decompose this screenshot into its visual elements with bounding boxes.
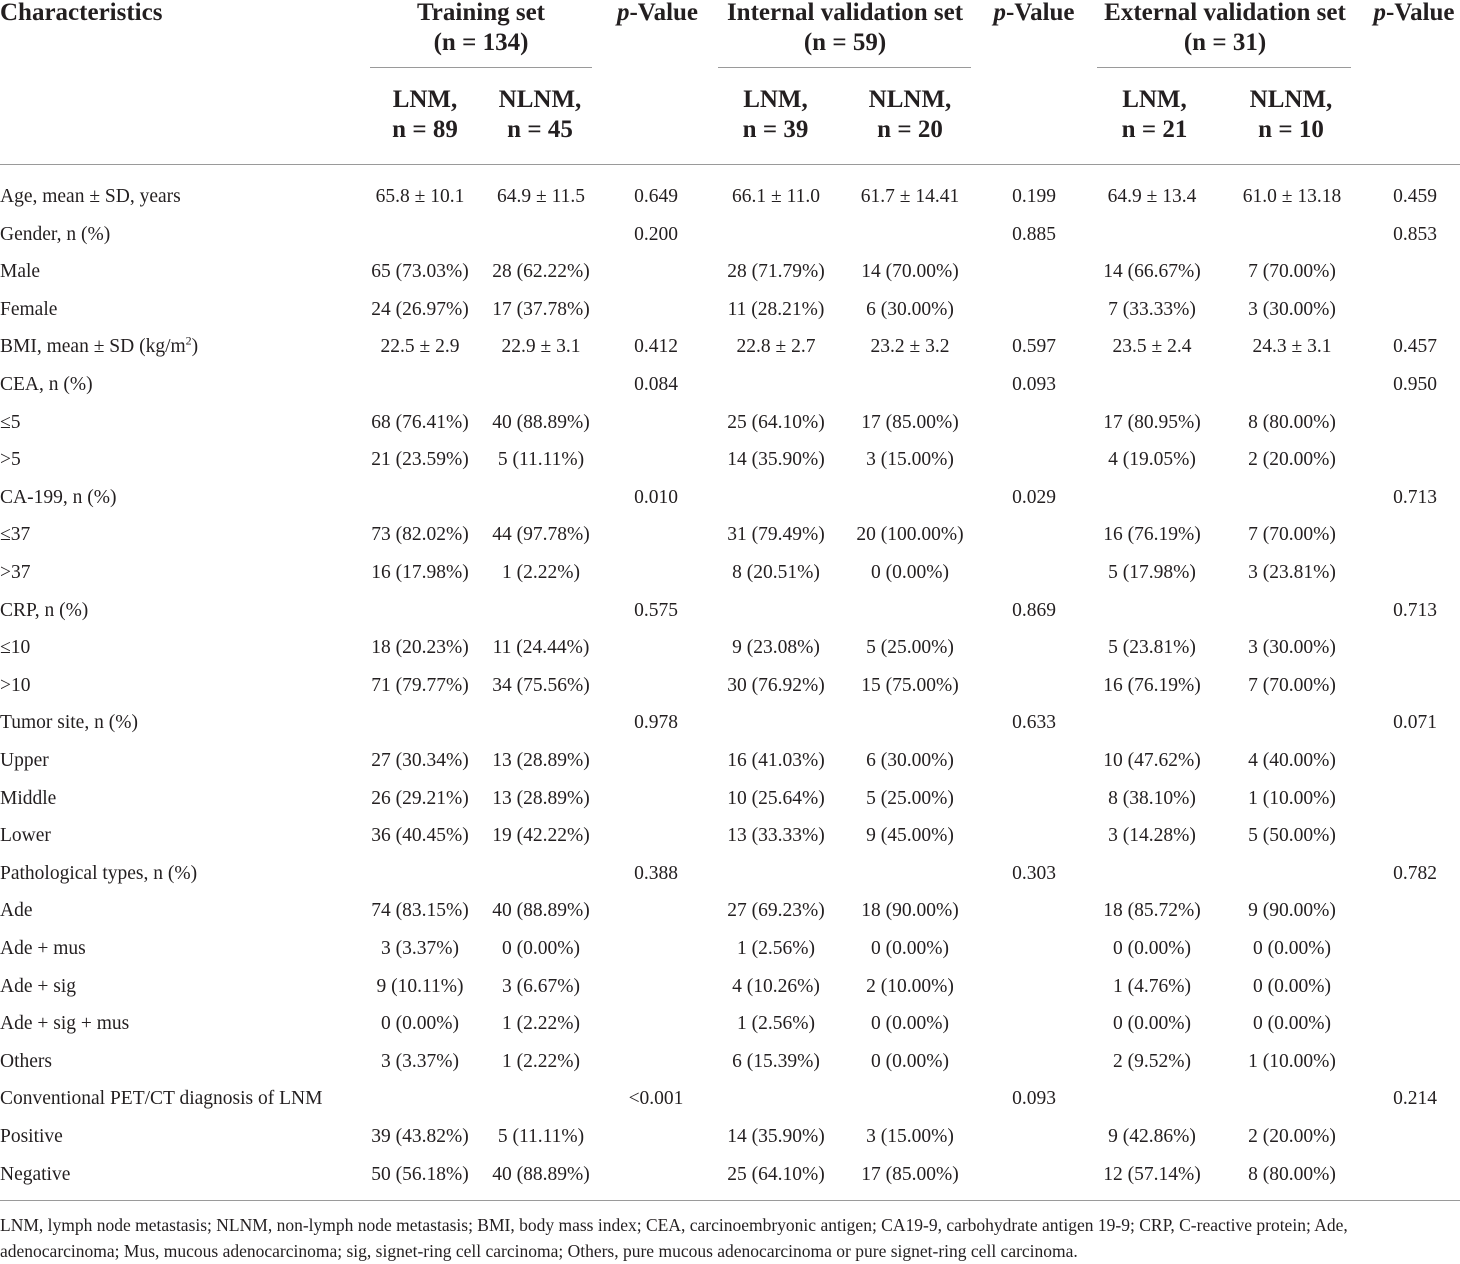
value-cell: 22.9 ± 3.1: [501, 336, 581, 358]
value-cell: 0 (0.00%): [1113, 938, 1191, 959]
value-cell: 3 (15.00%): [866, 449, 954, 471]
table-row: [0, 1043, 1460, 1081]
value-cell: 1 (4.76%): [1113, 975, 1191, 997]
value-cell: 18 (20.23%): [371, 637, 469, 659]
value-cell: 3 (3.37%): [381, 938, 459, 959]
table-row: [0, 1156, 1460, 1194]
p-value-cell: 0.597: [1012, 336, 1056, 358]
value-cell: 65.8 ± 10.1: [375, 186, 465, 207]
row-label: Others: [0, 1050, 52, 1072]
value-cell: 5 (11.11%): [497, 449, 585, 471]
value-cell: 3 (3.37%): [381, 1050, 459, 1072]
value-cell: 7 (33.33%): [1108, 298, 1196, 320]
table-row: [0, 1005, 1460, 1043]
header-bottom-rule: [0, 164, 1460, 165]
value-cell: 1 (2.56%): [737, 938, 815, 959]
value-cell: 8 (80.00%): [1248, 411, 1336, 433]
header-training-lnm: LNM, n = 89: [392, 86, 458, 143]
header-training-set: Training set (n = 134): [416, 0, 545, 56]
p-value-cell: 0.457: [1393, 336, 1437, 358]
row-label: CRP, n (%): [0, 599, 89, 621]
table-row: [0, 704, 1460, 742]
table-row: [0, 667, 1460, 705]
value-cell: 1 (2.22%): [502, 1013, 580, 1035]
internal-set-underline: [718, 67, 971, 68]
p-value-cell: 0.885: [1012, 223, 1056, 245]
header-internal-nlnm: NLNM, n = 20: [868, 86, 952, 143]
p-value-cell: 0.303: [1012, 862, 1056, 884]
value-cell: 9 (42.86%): [1108, 1126, 1196, 1147]
value-cell: 25 (64.10%): [727, 1163, 825, 1185]
value-cell: 3 (30.00%): [1248, 637, 1336, 659]
table-row: [0, 592, 1460, 630]
value-cell: 40 (88.89%): [492, 900, 590, 922]
p-value-cell: 0.214: [1393, 1088, 1437, 1110]
value-cell: 2 (9.52%): [1113, 1050, 1191, 1072]
row-label: Conventional PET/CT diagnosis of LNM: [0, 1088, 323, 1110]
table-row: [0, 516, 1460, 554]
value-cell: 27 (30.34%): [371, 750, 469, 771]
p-value-cell: 0.071: [1393, 712, 1437, 734]
row-label: Positive: [0, 1126, 63, 1147]
value-cell: 28 (62.22%): [492, 261, 590, 283]
value-cell: 14 (35.90%): [727, 1126, 825, 1147]
value-cell: 10 (47.62%): [1103, 750, 1201, 771]
value-cell: 50 (56.18%): [371, 1163, 469, 1185]
value-cell: 11 (28.21%): [727, 298, 825, 320]
row-label: >10: [0, 674, 31, 696]
value-cell: 17 (85.00%): [861, 1163, 959, 1185]
table-row: [0, 328, 1460, 366]
value-cell: 6 (30.00%): [866, 298, 954, 320]
value-cell: 1 (2.22%): [502, 1050, 580, 1072]
value-cell: 13 (33.33%): [727, 825, 825, 847]
value-cell: 23.2 ± 3.2: [870, 336, 950, 358]
p-value-cell: 0.010: [634, 486, 678, 508]
value-cell: 7 (70.00%): [1248, 524, 1336, 546]
value-cell: 11 (24.44%): [492, 637, 590, 659]
value-cell: 16 (76.19%): [1103, 524, 1201, 546]
value-cell: 8 (38.10%): [1108, 787, 1196, 809]
p-value-cell: 0.093: [1012, 374, 1056, 395]
row-label: BMI, mean ± SD $(kg/m^2)$: [0, 333, 199, 358]
table-footnote: LNM, lymph node metastasis; NLNM, non-lymph node metastasis; BMI, body mass index; CEA, carcinoembryonic antigen; CA19-9, carbohydrate antigen 19-9; CRP, C-reactive protein; Ade, adenocarcinoma; Mus, mucous adenocarcinoma; sig, signet-ring cell carcinoma; Others, pure mucous adenocarcinoma or pure signet-ring cell carcinoma.: [0, 1215, 1348, 1261]
row-label: Female: [0, 298, 58, 320]
value-cell: 74 (83.15%): [371, 900, 469, 922]
value-cell: 0 (0.00%): [871, 1050, 949, 1072]
value-cell: 8 (20.51%): [732, 562, 820, 583]
external-set-underline: [1097, 67, 1351, 68]
table-row: [0, 930, 1460, 968]
table-row: [0, 366, 1460, 404]
value-cell: 5 (25.00%): [866, 637, 954, 659]
value-cell: 3 (14.28%): [1108, 825, 1196, 847]
value-cell: 13 (28.89%): [492, 750, 590, 771]
value-cell: 3 (23.81%): [1248, 562, 1336, 583]
value-cell: 0 (0.00%): [1253, 938, 1331, 959]
value-cell: 44 (97.78%): [492, 524, 590, 546]
value-cell: 9 (45.00%): [866, 825, 954, 847]
table-row: [0, 968, 1460, 1006]
p-value-cell: 0.199: [1012, 186, 1056, 207]
value-cell: 22.8 ± 2.7: [736, 336, 816, 358]
value-cell: 3 (30.00%): [1248, 298, 1336, 320]
row-label: CEA, n (%): [0, 374, 93, 395]
value-cell: 0 (0.00%): [502, 938, 580, 959]
value-cell: 2 (10.00%): [866, 975, 954, 997]
value-cell: 17 (37.78%): [492, 298, 590, 320]
p-value-cell: 0.575: [634, 599, 678, 621]
header-internal-lnm: LNM, n = 39: [742, 86, 809, 143]
row-label: Male: [0, 261, 41, 283]
value-cell: 0 (0.00%): [1113, 1013, 1191, 1035]
header-p-value-training: p-Value: [616, 0, 699, 26]
table-row: [0, 780, 1460, 818]
table-row: [0, 1118, 1460, 1156]
value-cell: 19 (42.22%): [492, 825, 590, 847]
p-value-cell: 0.459: [1393, 186, 1437, 207]
row-label: Age, mean ± SD, years: [0, 186, 181, 207]
header-training-nlnm: NLNM, n = 45: [498, 86, 582, 143]
value-cell: 8 (80.00%): [1248, 1163, 1336, 1185]
value-cell: 4 (19.05%): [1108, 449, 1196, 471]
p-value-cell: 0.950: [1393, 374, 1437, 395]
value-cell: 16 (76.19%): [1103, 674, 1201, 696]
value-cell: 26 (29.21%): [371, 787, 469, 809]
value-cell: 7 (70.00%): [1248, 674, 1336, 696]
row-label: ≤10: [0, 637, 31, 659]
value-cell: 0 (0.00%): [1253, 975, 1331, 997]
value-cell: 17 (80.95%): [1103, 411, 1201, 433]
row-label: Pathological types, n (%): [0, 862, 198, 884]
value-cell: 5 (23.81%): [1108, 637, 1196, 659]
table-row: [0, 441, 1460, 479]
value-cell: 5 (50.00%): [1248, 825, 1336, 847]
value-cell: 0 (0.00%): [871, 1013, 949, 1035]
value-cell: 23.5 ± 2.4: [1112, 336, 1192, 358]
table-row: [0, 178, 1460, 216]
value-cell: 7 (70.00%): [1248, 261, 1336, 283]
table-row: [0, 742, 1460, 780]
value-cell: 6 (15.39%): [732, 1050, 820, 1072]
table-row: [0, 855, 1460, 893]
value-cell: 4 (10.26%): [732, 975, 820, 997]
row-label: >5: [0, 449, 21, 471]
value-cell: 14 (70.00%): [861, 261, 959, 283]
value-cell: 64.9 ± 13.4: [1107, 186, 1197, 207]
table-row: [0, 404, 1460, 442]
value-cell: 73 (82.02%): [371, 524, 469, 546]
value-cell: 10 (25.64%): [727, 787, 825, 809]
table-row: [0, 1080, 1460, 1118]
value-cell: 9 (90.00%): [1248, 900, 1336, 922]
value-cell: 64.9 ± 11.5: [497, 186, 585, 207]
value-cell: 65 (73.03%): [371, 261, 469, 283]
value-cell: 28 (71.79%): [727, 261, 825, 283]
value-cell: 0 (0.00%): [1253, 1013, 1331, 1035]
value-cell: 34 (75.56%): [492, 674, 590, 696]
training-set-underline: [370, 67, 592, 68]
value-cell: 0 (0.00%): [871, 562, 949, 583]
value-cell: 1 (10.00%): [1248, 1050, 1336, 1072]
value-cell: 40 (88.89%): [492, 1163, 590, 1185]
header-characteristics: Characteristics: [0, 0, 163, 26]
value-cell: 9 (23.08%): [732, 637, 820, 659]
row-label: CA-199, n (%): [0, 486, 117, 508]
value-cell: 20 (100.00%): [856, 524, 964, 546]
row-label: ≤5: [0, 411, 21, 433]
value-cell: 12 (57.14%): [1103, 1163, 1201, 1185]
value-cell: 15 (75.00%): [861, 674, 959, 696]
row-label: Ade: [0, 900, 33, 922]
value-cell: 66.1 ± 11.0: [732, 186, 820, 207]
row-label: Gender, n (%): [0, 223, 111, 245]
value-cell: 71 (79.77%): [371, 674, 469, 696]
value-cell: 31 (79.49%): [727, 524, 825, 546]
value-cell: 3 (15.00%): [866, 1126, 954, 1147]
value-cell: 14 (66.67%): [1103, 261, 1201, 283]
p-value-cell: 0.084: [634, 374, 678, 395]
value-cell: 5 (17.98%): [1108, 562, 1196, 583]
table-row: [0, 216, 1460, 254]
value-cell: 2 (20.00%): [1248, 1126, 1336, 1147]
p-value-cell: 0.412: [634, 336, 678, 358]
p-value-cell: 0.029: [1012, 486, 1056, 508]
p-value-cell: 0.713: [1393, 599, 1437, 621]
value-cell: 2 (20.00%): [1248, 449, 1336, 471]
row-label: Ade + sig + mus: [0, 1013, 130, 1035]
value-cell: 4 (40.00%): [1248, 750, 1336, 771]
p-value-cell: 0.649: [634, 186, 678, 207]
value-cell: 24.3 ± 3.1: [1252, 336, 1332, 358]
value-cell: 6 (30.00%): [866, 750, 954, 771]
table-row: [0, 629, 1460, 667]
value-cell: 16 (17.98%): [371, 562, 469, 583]
row-label: ≤37: [0, 524, 31, 546]
value-cell: 30 (76.92%): [727, 674, 825, 696]
value-cell: 22.5 ± 2.9: [380, 336, 460, 358]
p-value-cell: 0.633: [1012, 712, 1056, 734]
value-cell: 68 (76.41%): [371, 411, 469, 433]
value-cell: 25 (64.10%): [727, 411, 825, 433]
table-row: [0, 892, 1460, 930]
value-cell: 13 (28.89%): [492, 787, 590, 809]
value-cell: 61.0 ± 13.18: [1242, 186, 1342, 207]
p-value-cell: 0.869: [1012, 599, 1056, 621]
value-cell: 9 (10.11%): [376, 975, 464, 997]
value-cell: 17 (85.00%): [861, 411, 959, 433]
value-cell: 5 (11.11%): [497, 1126, 585, 1147]
p-value-cell: <0.001: [628, 1088, 684, 1110]
row-label: Ade + sig: [0, 975, 76, 997]
value-cell: 14 (35.90%): [727, 449, 825, 471]
value-cell: 18 (90.00%): [861, 900, 959, 922]
p-value-cell: 0.093: [1012, 1088, 1056, 1110]
value-cell: 0 (0.00%): [381, 1013, 459, 1035]
p-value-cell: 0.200: [634, 223, 678, 245]
value-cell: 61.7 ± 14.41: [860, 186, 960, 207]
value-cell: 5 (25.00%): [866, 787, 954, 809]
table-header: [0, 0, 1460, 165]
value-cell: 24 (26.97%): [371, 298, 469, 320]
table-row: [0, 291, 1460, 329]
table-row: [0, 479, 1460, 517]
value-cell: 1 (10.00%): [1248, 787, 1336, 809]
table-row: [0, 554, 1460, 592]
value-cell: 1 (2.22%): [502, 562, 580, 583]
header-p-value-internal: p-Value: [993, 0, 1075, 26]
header-p-value-external: p-Value: [1373, 0, 1455, 26]
value-cell: 27 (69.23%): [727, 900, 825, 922]
p-value-cell: 0.782: [1393, 862, 1437, 884]
table-bottom-rule: [0, 1200, 1460, 1201]
row-label: >37: [0, 562, 31, 583]
value-cell: 40 (88.89%): [492, 411, 590, 433]
header-external-lnm: LNM, n = 21: [1121, 86, 1188, 143]
p-value-cell: 0.388: [634, 862, 678, 884]
p-value-cell: 0.853: [1393, 223, 1437, 245]
value-cell: 3 (6.67%): [502, 975, 580, 997]
header-external-validation-set: External validation set (n = 31): [1104, 0, 1346, 56]
table-row: [0, 253, 1460, 291]
header-internal-validation-set: Internal validation set (n = 59): [726, 0, 964, 56]
row-label: Upper: [0, 750, 49, 771]
value-cell: 1 (2.56%): [737, 1013, 815, 1035]
p-value-cell: 0.978: [634, 712, 678, 734]
row-label: Middle: [0, 787, 57, 809]
value-cell: 36 (40.45%): [371, 825, 469, 847]
row-label: Lower: [0, 825, 51, 847]
row-label: Tumor site, n (%): [0, 712, 138, 734]
row-label: Negative: [0, 1163, 71, 1185]
p-value-cell: 0.713: [1393, 486, 1437, 508]
header-external-nlnm: NLNM, n = 10: [1249, 86, 1333, 143]
value-cell: 0 (0.00%): [871, 938, 949, 959]
table-row: [0, 817, 1460, 855]
value-cell: 16 (41.03%): [727, 750, 825, 771]
row-label: Ade + mus: [0, 938, 86, 959]
value-cell: 21 (23.59%): [371, 449, 469, 471]
value-cell: 39 (43.82%): [371, 1126, 469, 1147]
value-cell: 18 (85.72%): [1103, 900, 1201, 922]
